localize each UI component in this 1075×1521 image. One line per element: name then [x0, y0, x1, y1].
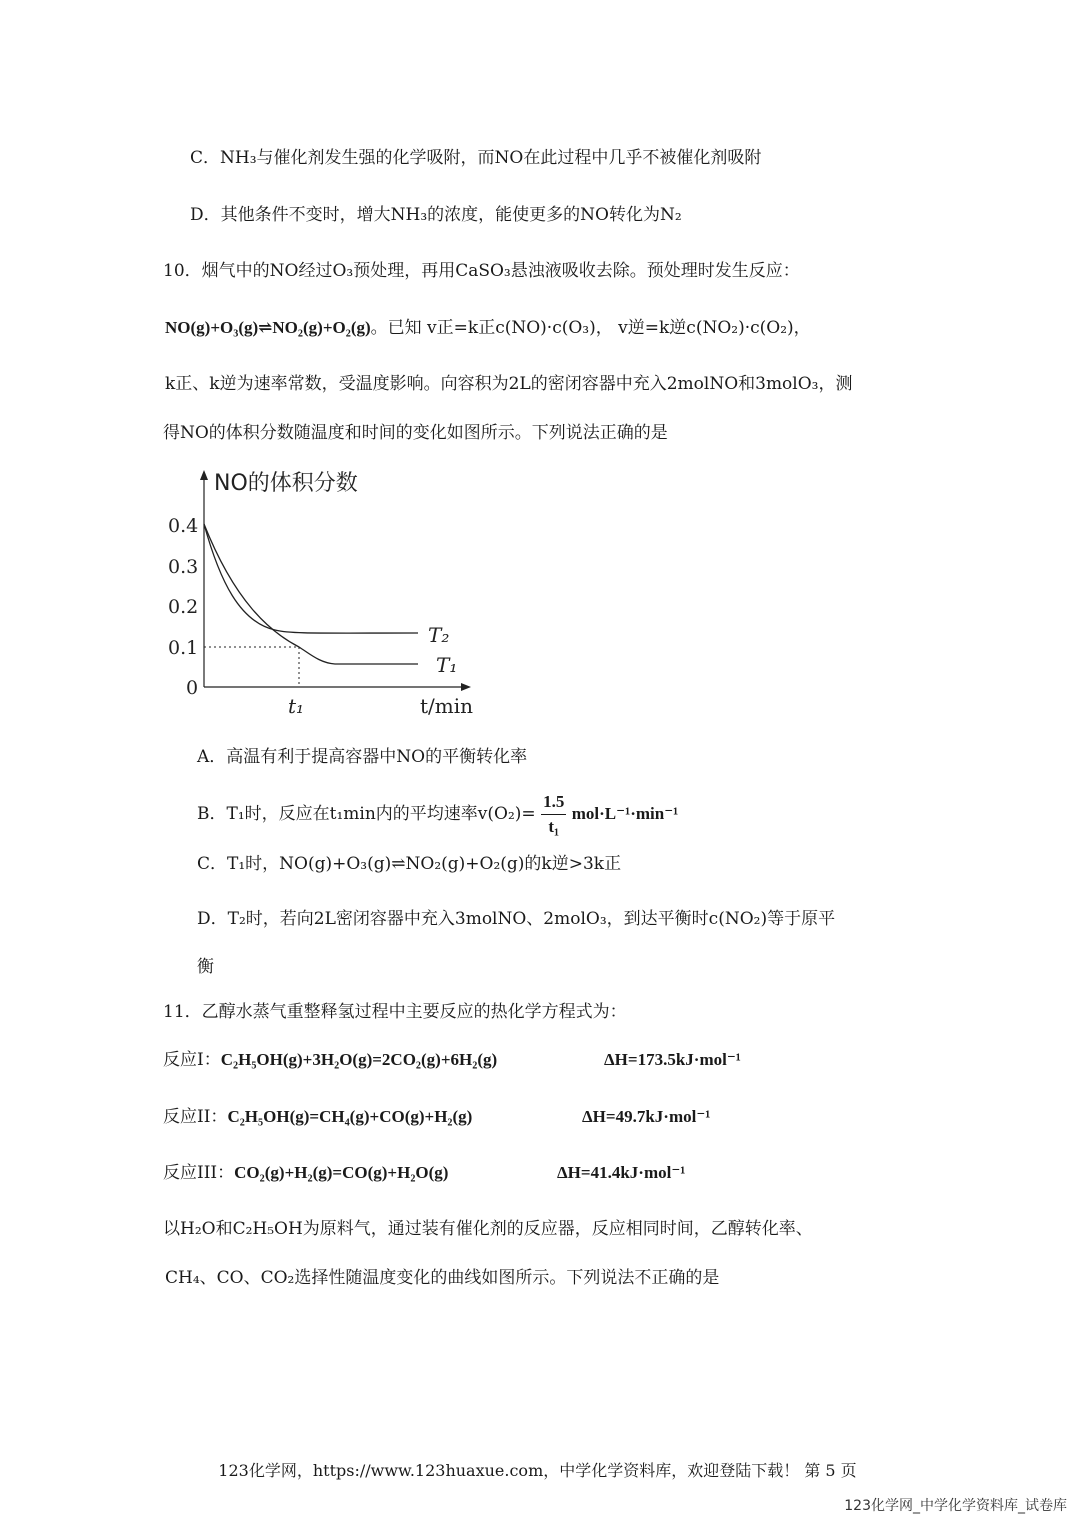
q10-stem-line1: 10．烟气中的NO经过O₃预处理，再用CaSO₃悬浊液吸收去除。预处理时发生反应： [163, 261, 800, 281]
q11-reaction-1-label: 反应I： [163, 1050, 221, 1070]
label-t1: T₁ [436, 653, 458, 677]
q10-reaction: NO(g)+O₃(g)⇌NO₂(g)+O₂(g) [165, 318, 371, 337]
y-tick-0.4: 0.4 [168, 515, 199, 537]
q11-stem-line2: 以H₂O和C₂H₅OH为原料气，通过装有催化剂的反应器，反应相同时间，乙醇转化率、 [163, 1219, 813, 1239]
q11-reaction-1-enthalpy: ΔH=173.5kJ·mol⁻¹ [604, 1050, 741, 1069]
option-9c: C．NH₃与催化剂发生强的化学吸附，而NO在此过程中几乎不被催化剂吸附 [190, 148, 762, 168]
q11-reaction-2-label: 反应II： [163, 1107, 228, 1127]
y-axis-arrow [200, 470, 208, 480]
q10-option-c: C．T₁时，NO(g)+O₃(g)⇌NO₂(g)+O₂(g)的k逆>3k正 [197, 854, 622, 874]
watermark: 123化学网_中学化学资料库_试卷库 [844, 1498, 1067, 1514]
q10-option-d-line2: 衡 [197, 957, 214, 977]
option-9d: D．其他条件不变时，增大NH₃的浓度，能使更多的NO转化为N₂ [190, 205, 682, 225]
y-axis-label: NO的体积分数 [214, 471, 358, 496]
page-footer: 123化学网，https://www.123huaxue.com，中学化学资料库，欢迎登陆下载！ 第 5 页 [218, 1461, 857, 1480]
q10-stem-line3: 得NO的体积分数随温度和时间的变化如图所示。下列说法正确的是 [163, 423, 668, 443]
q11-reaction-2-equation: C₂H₅OH(g)=CH₄(g)+CO(g)+H₂(g) [227, 1107, 473, 1126]
curve-t2 [204, 524, 418, 633]
q10-reaction-line [165, 316, 811, 340]
q11-reaction-3-label: 反应III： [163, 1163, 235, 1183]
q11-reaction-1 [163, 1048, 497, 1072]
q11-reaction-3 [163, 1161, 448, 1185]
y-tick-0.1: 0.1 [168, 637, 199, 659]
q11-stem: 11．乙醇水蒸气重整释氢过程中主要反应的热化学方程式为： [163, 1002, 627, 1022]
x-tick-t1: t₁ [288, 694, 305, 718]
curve-t1 [204, 524, 418, 664]
y-tick-0: 0 [186, 677, 199, 699]
q10-option-a: A．高温有利于提高容器中NO的平衡转化率 [197, 747, 528, 767]
q11-reaction-1-equation: C₂H₅OH(g)+3H₂O(g)=2CO₂(g)+6H₂(g) [220, 1050, 498, 1069]
q10-option-d-line1: D．T₂时，若向2L密闭容器中充入3molNO、2molO₃，到达平衡时c(NO₂)等于原平 [197, 909, 836, 929]
q11-reaction-2-enthalpy: ΔH=49.7kJ·mol⁻¹ [582, 1107, 711, 1126]
q10-option-b [197, 790, 678, 839]
q11-stem-line3: CH₄、CO、CO₂选择性随温度变化的曲线如图所示。下列说法不正确的是 [165, 1268, 720, 1288]
q11-reaction-3-enthalpy: ΔH=41.4kJ·mol⁻¹ [557, 1163, 686, 1182]
q10-rate-expression: 。已知 v正=k正c(NO)·c(O₃)， v逆=k逆c(NO₂)·c(O₂)， [370, 318, 811, 338]
q10-stem-line2: k正、k逆为速率常数，受温度影响。向容积为2L的密闭容器中充入2molNO和3molO₃，测 [165, 374, 853, 394]
q10-option-b-unit: mol·L⁻¹·min⁻¹ [571, 804, 679, 823]
y-tick-0.2: 0.2 [168, 596, 199, 618]
q10-graph [160, 462, 480, 722]
x-axis-label: t/min [420, 694, 474, 718]
fraction-numerator: 1.5 [541, 790, 566, 815]
q10-option-b-text: B．T₁时，反应在t₁min内的平均速率v(O₂)= [197, 804, 536, 824]
fraction-denominator: t₁ [548, 817, 560, 836]
q11-reaction-3-equation: CO₂(g)+H₂(g)=CO(g)+H₂O(g) [234, 1163, 449, 1182]
q10-option-b-fraction [541, 790, 566, 839]
label-t2: T₂ [428, 623, 450, 647]
x-axis-arrow [461, 683, 471, 691]
y-tick-0.3: 0.3 [168, 556, 199, 578]
q11-reaction-2 [163, 1105, 472, 1129]
